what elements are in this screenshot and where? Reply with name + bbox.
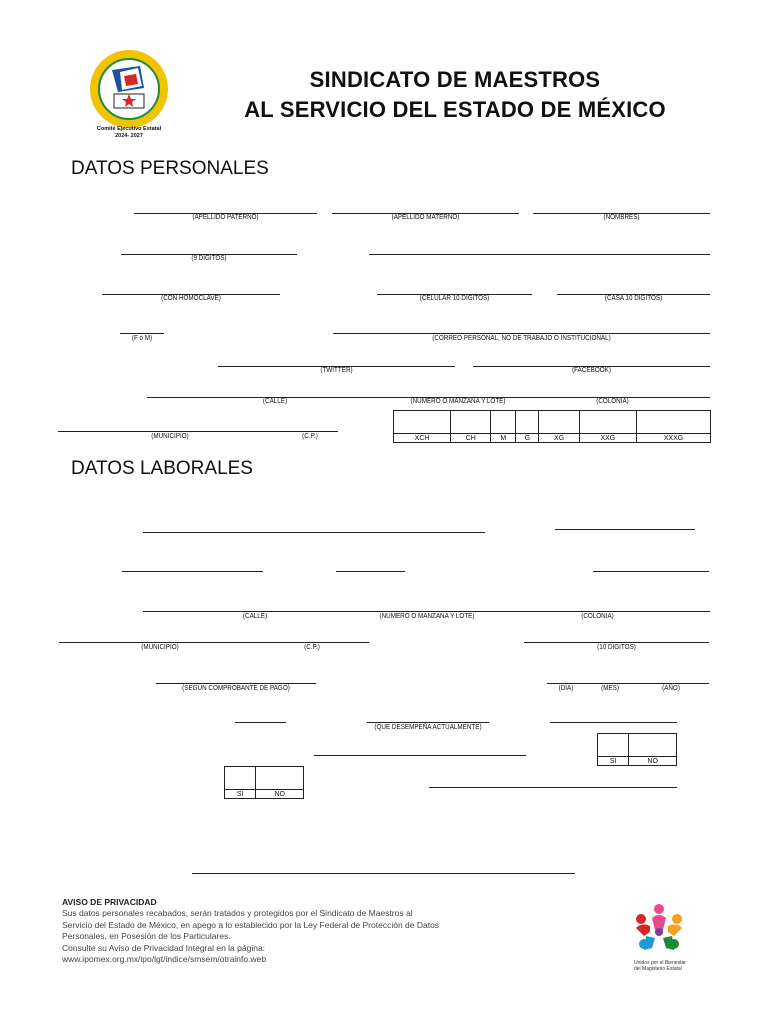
field-row2-right[interactable]	[369, 254, 710, 255]
logo-caption-line1: Comité Ejecutivo Estatal	[96, 126, 162, 132]
no-label: NO	[256, 790, 304, 799]
privacy-notice	[62, 897, 438, 965]
size-label: XG	[539, 434, 579, 443]
field-lab-7[interactable]	[550, 722, 677, 723]
label-lab-cp: (C.P.)	[304, 644, 320, 651]
size-box[interactable]	[636, 411, 710, 434]
field-lab-6[interactable]	[235, 722, 286, 723]
label-sexo: (F ó M)	[131, 335, 153, 342]
field-lab-calle[interactable]	[143, 611, 710, 612]
label-nombres: (NOMBRES)	[603, 214, 640, 221]
yes-label: SI	[598, 757, 629, 766]
field-sexo[interactable]	[120, 333, 164, 334]
size-box[interactable]	[451, 411, 491, 434]
bienestar-logo	[630, 900, 688, 958]
size-box[interactable]	[394, 411, 451, 434]
label-desempena: (QUE DESEMPEÑA ACTUALMENTE)	[374, 724, 482, 731]
label-comprobante: (SEGÚN COMPROBANTE DE PAGO)	[182, 685, 290, 692]
field-fecha[interactable]	[547, 683, 709, 684]
yes-no-table-2	[224, 766, 304, 799]
section-title-laboral: DATOS LABORALES	[71, 458, 253, 479]
size-label: XXXG	[636, 434, 710, 443]
label-colonia: (COLONIA)	[596, 398, 629, 405]
label-apellido-materno: (APELLIDO MATERNO)	[391, 214, 460, 221]
label-nueve-digitos: (9 DIGITOS)	[191, 255, 227, 262]
size-label: G	[516, 434, 539, 443]
label-calle: (CALLE)	[262, 398, 288, 405]
page-title-line2: AL SERVICIO DEL ESTADO DE MÉXICO	[244, 97, 666, 122]
field-lab-9[interactable]	[429, 787, 677, 788]
signature-line[interactable]	[192, 873, 575, 874]
label-correo: (CORREO PERSONAL, NO DE TRABAJO O INSTITUCIONAL)	[432, 335, 611, 342]
privacy-line: Personales, en Posesión de los Particulares.	[62, 931, 231, 942]
size-label: M	[491, 434, 516, 443]
logo-caption-line2: 2024- 2027	[115, 133, 143, 139]
yes-label: SI	[225, 790, 256, 799]
label-lab-colonia: (COLONIA)	[581, 613, 614, 620]
yes-box[interactable]	[598, 734, 629, 757]
label-twitter: (TWITTER)	[320, 367, 353, 374]
label-numero: (NUMERO O MANZANA Y LOTE)	[410, 398, 506, 405]
size-label: XXG	[579, 434, 636, 443]
label-lab-diez-digitos: (10 DIGITOS)	[597, 644, 636, 651]
no-box[interactable]	[629, 734, 677, 757]
field-lab-municipio[interactable]	[59, 642, 369, 643]
bienestar-caption-line1: Unidos por el Bienestar	[634, 960, 686, 966]
label-cp: (C.P.)	[302, 433, 318, 440]
field-lab-8[interactable]	[314, 755, 526, 756]
field-municipio-cp[interactable]	[58, 431, 338, 432]
field-lab-3[interactable]	[122, 571, 263, 572]
size-label: XCH	[394, 434, 451, 443]
label-lab-municipio: (MUNICIPIO)	[141, 644, 179, 651]
size-box[interactable]	[491, 411, 516, 434]
label-celular: (CELULAR 10 DIGITOS)	[419, 295, 490, 302]
smsem-seal-logo	[88, 48, 170, 130]
size-box[interactable]	[539, 411, 579, 434]
field-desempena[interactable]	[367, 722, 489, 723]
field-comprobante[interactable]	[156, 683, 316, 684]
privacy-line: Sus datos personales recabados, serán tratados y protegidos por el Sindicato de Maestros al	[62, 908, 413, 919]
size-box[interactable]	[516, 411, 539, 434]
field-lab-5[interactable]	[593, 571, 709, 572]
label-mes: (MES)	[601, 685, 619, 692]
section-title-personal: DATOS PERSONALES	[71, 158, 269, 179]
yes-box[interactable]	[225, 767, 256, 790]
field-lab-4[interactable]	[336, 571, 405, 572]
label-lab-calle: (CALLE)	[242, 613, 268, 620]
page-title-line1: SINDICATO DE MAESTROS	[309, 67, 601, 92]
bienestar-caption-line2: del Magisterio Estatal	[634, 966, 682, 972]
size-table	[393, 410, 711, 443]
label-casa: (CASA 10 DIGITOS)	[604, 295, 663, 302]
privacy-heading: AVISO DE PRIVACIDAD	[62, 897, 157, 907]
field-lab-2[interactable]	[555, 529, 695, 530]
label-municipio: (MUNICIPIO)	[151, 433, 189, 440]
privacy-line: Consulte su Aviso de Privacidad Integral en la página:	[62, 942, 266, 953]
field-correo[interactable]	[333, 333, 710, 334]
field-lab-diez-digitos[interactable]	[524, 642, 709, 643]
label-facebook: (FACEBOOK)	[572, 367, 611, 374]
privacy-line: Servicio del Estado de México, en apego a lo establecido por la Ley Federal de Protección de Datos	[62, 919, 440, 930]
size-label: CH	[451, 434, 491, 443]
yes-no-table-1	[597, 733, 677, 766]
size-box[interactable]	[579, 411, 636, 434]
label-con-homoclave: (CON HOMOCLAVE)	[161, 295, 221, 302]
field-lab-1[interactable]	[143, 532, 485, 533]
label-apellido-paterno: (APELLIDO PATERNO)	[192, 214, 259, 221]
label-lab-numero: (NUMERO O MANZANA Y LOTE)	[379, 613, 475, 620]
label-dia: (DIA)	[558, 685, 574, 692]
privacy-url: www.ipomex.org.mx/ipo/lgt/indice/smsem/otrainfo.web	[62, 954, 267, 965]
no-label: NO	[629, 757, 677, 766]
no-box[interactable]	[256, 767, 304, 790]
label-ano: (AÑO)	[662, 685, 680, 692]
